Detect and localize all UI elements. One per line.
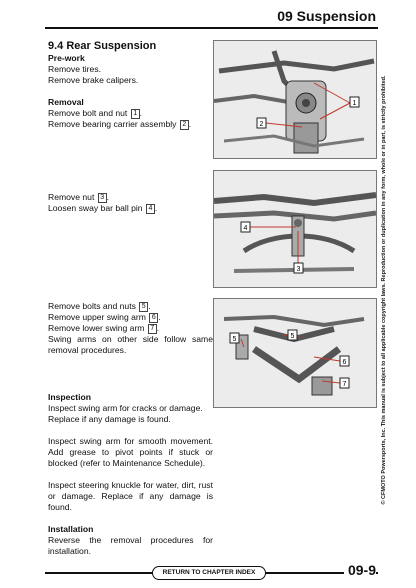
- bolts-step: Remove bolts and nuts 5 .: [48, 301, 151, 311]
- inspection-installation: [48, 392, 213, 557]
- callout-ref-5: 5: [139, 302, 148, 312]
- fig3-callout-6: 6: [342, 359, 347, 366]
- rear-suspension-intro: [48, 40, 213, 130]
- callout-ref-3: 3: [98, 193, 107, 203]
- figure-swing-arms: [213, 298, 377, 408]
- removal-step-2: Remove bearing carrier assembly 2 .: [48, 119, 192, 129]
- fig2-callout-3: 3: [296, 266, 301, 273]
- installation-para: Reverse the removal procedures for installation.: [48, 535, 213, 556]
- copyright-notice: © CFMOTO Powersports, Inc. This manual is subject to all applicable copyright laws. Reproduction or duplication in any form, whole or in part, is strictly prohibited.: [381, 75, 387, 505]
- removal-step-1: Remove bolt and nut 1 .: [48, 108, 142, 118]
- header-title: 09 Suspension: [277, 8, 376, 24]
- upper-arm-step: Remove upper swing arm 6 .: [48, 312, 161, 322]
- callout-ref-6: 6: [149, 313, 158, 323]
- swing-arms-illustration: [214, 299, 376, 407]
- fig1-callout-1: 1: [352, 100, 357, 107]
- figure-sway-bar: [213, 170, 377, 288]
- callout-ref-1: 1: [131, 109, 140, 119]
- prework-heading: Pre-work: [48, 53, 85, 63]
- callout-ref-4: 4: [146, 204, 155, 214]
- fig2-callout-4: 4: [243, 225, 248, 232]
- inspection-heading: Inspection: [48, 392, 91, 402]
- return-to-chapter-index-button[interactable]: RETURN TO CHAPTER INDEX: [152, 566, 266, 580]
- inspection-para-1: Inspect swing arm for cracks or damage. Replace if any damage is found.: [48, 403, 203, 424]
- installation-heading: Installation: [48, 524, 94, 534]
- figure-bearing-carrier: [213, 40, 377, 159]
- callout-ref-2: 2: [180, 120, 189, 130]
- removal-heading: Removal: [48, 97, 84, 107]
- fig3-callout-5b: 5: [290, 333, 295, 340]
- section-title: 9.4 Rear Suspension: [48, 40, 157, 52]
- header-rule: [45, 27, 378, 29]
- fig3-callout-7: 7: [342, 381, 347, 388]
- inspection-para-3: Inspect steering knuckle for water, dirt, rust or damage. Replace if any damage is found.: [48, 480, 213, 512]
- remove-nut-step: Remove nut 3 .: [48, 192, 110, 202]
- fig3-callout-5a: 5: [232, 336, 237, 343]
- callout-ref-7: 7: [148, 324, 157, 334]
- inspection-para-2: Inspect swing arm for smooth movement. Add grease to pivot points if stuck or blocked (refer to Maintenance Schedule).: [48, 436, 213, 468]
- sway-bar-step: Loosen sway bar ball pin 4 .: [48, 203, 158, 213]
- other-side-note: Swing arms on other side follow same removal procedures.: [48, 334, 213, 355]
- sway-bar-steps: [48, 192, 213, 214]
- page-number: 09-9: [344, 562, 376, 578]
- fig1-callout-2: 2: [259, 121, 264, 128]
- lower-arm-step: Remove lower swing arm 7 .: [48, 323, 160, 333]
- sway-bar-illustration: [214, 171, 376, 287]
- bearing-carrier-illustration: [214, 41, 376, 158]
- swing-arm-steps: [48, 301, 213, 356]
- prework-line-1: Remove tires.: [48, 64, 102, 74]
- prework-line-2: Remove brake calipers.: [48, 75, 139, 85]
